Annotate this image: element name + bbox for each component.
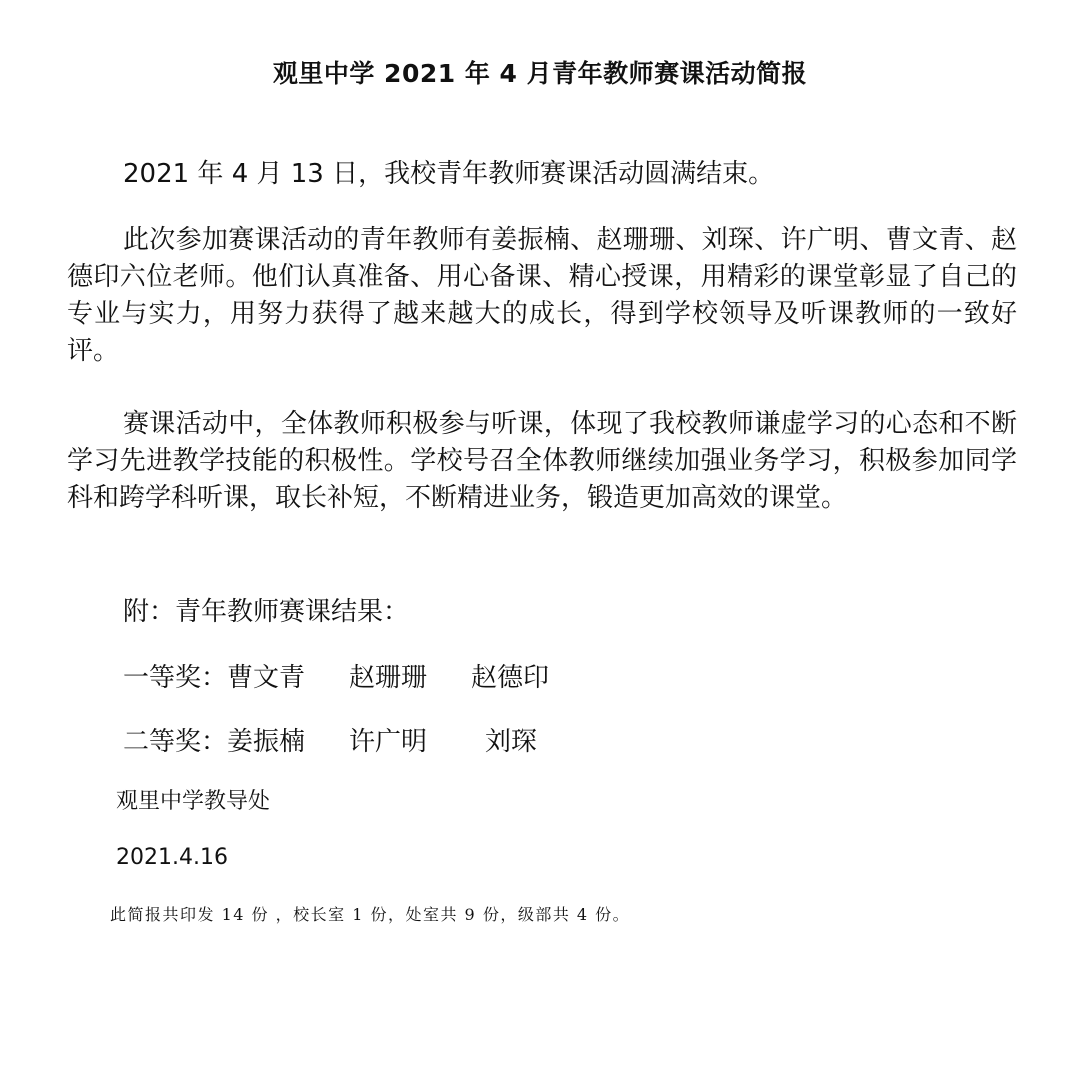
award-row-first-prize [123,660,549,696]
award-winner-name: 赵德印 [471,663,550,693]
award-winner-name: 许广明 [349,727,428,757]
award-label: 一等奖： [123,663,228,693]
issuer-signature: 观里中学教导处 [116,789,271,814]
award-row-second-prize [123,724,537,760]
paragraph-summary: 赛课活动中，全体教师积极参与听课，体现了我校教师谦虚学习的心态和不断学习先进教学技能的积极性。学校号召全体教师继续加强业务学习，积极参加同学科和跨学科听课，取长补短，不断精进业务，锻造更加高效的课堂。 [67,409,1017,513]
award-winner-name: 刘琛 [485,727,538,757]
award-winner-name: 赵珊珊 [349,663,428,693]
award-label: 二等奖： [123,727,228,757]
award-winner-name: 曹文青 [227,663,306,693]
document-title: 观里中学 2021 年 4 月青年教师赛课活动简报 [272,59,808,88]
attachment-heading: 附：青年教师赛课结果： [123,597,410,627]
distribution-note: 此简报共印发 14 份 ，校长室 1 份，处室共 9 份，级部共 4 份。 [110,905,631,924]
issue-date: 2021.4.16 [116,845,228,870]
award-winner-name: 姜振楠 [227,727,306,757]
paragraph-intro: 2021 年 4 月 13 日，我校青年教师赛课活动圆满结束。 [123,159,775,189]
paragraph-participants: 此次参加赛课活动的青年教师有姜振楠、赵珊珊、刘琛、许广明、曹文青、赵德印六位老师。他们认真准备、用心备课、精心授课，用精彩的课堂彰显了自己的专业与实力，用努力获得了越来越大的成长，得到学校领导及听课教师的一致好评。 [67,225,1017,366]
